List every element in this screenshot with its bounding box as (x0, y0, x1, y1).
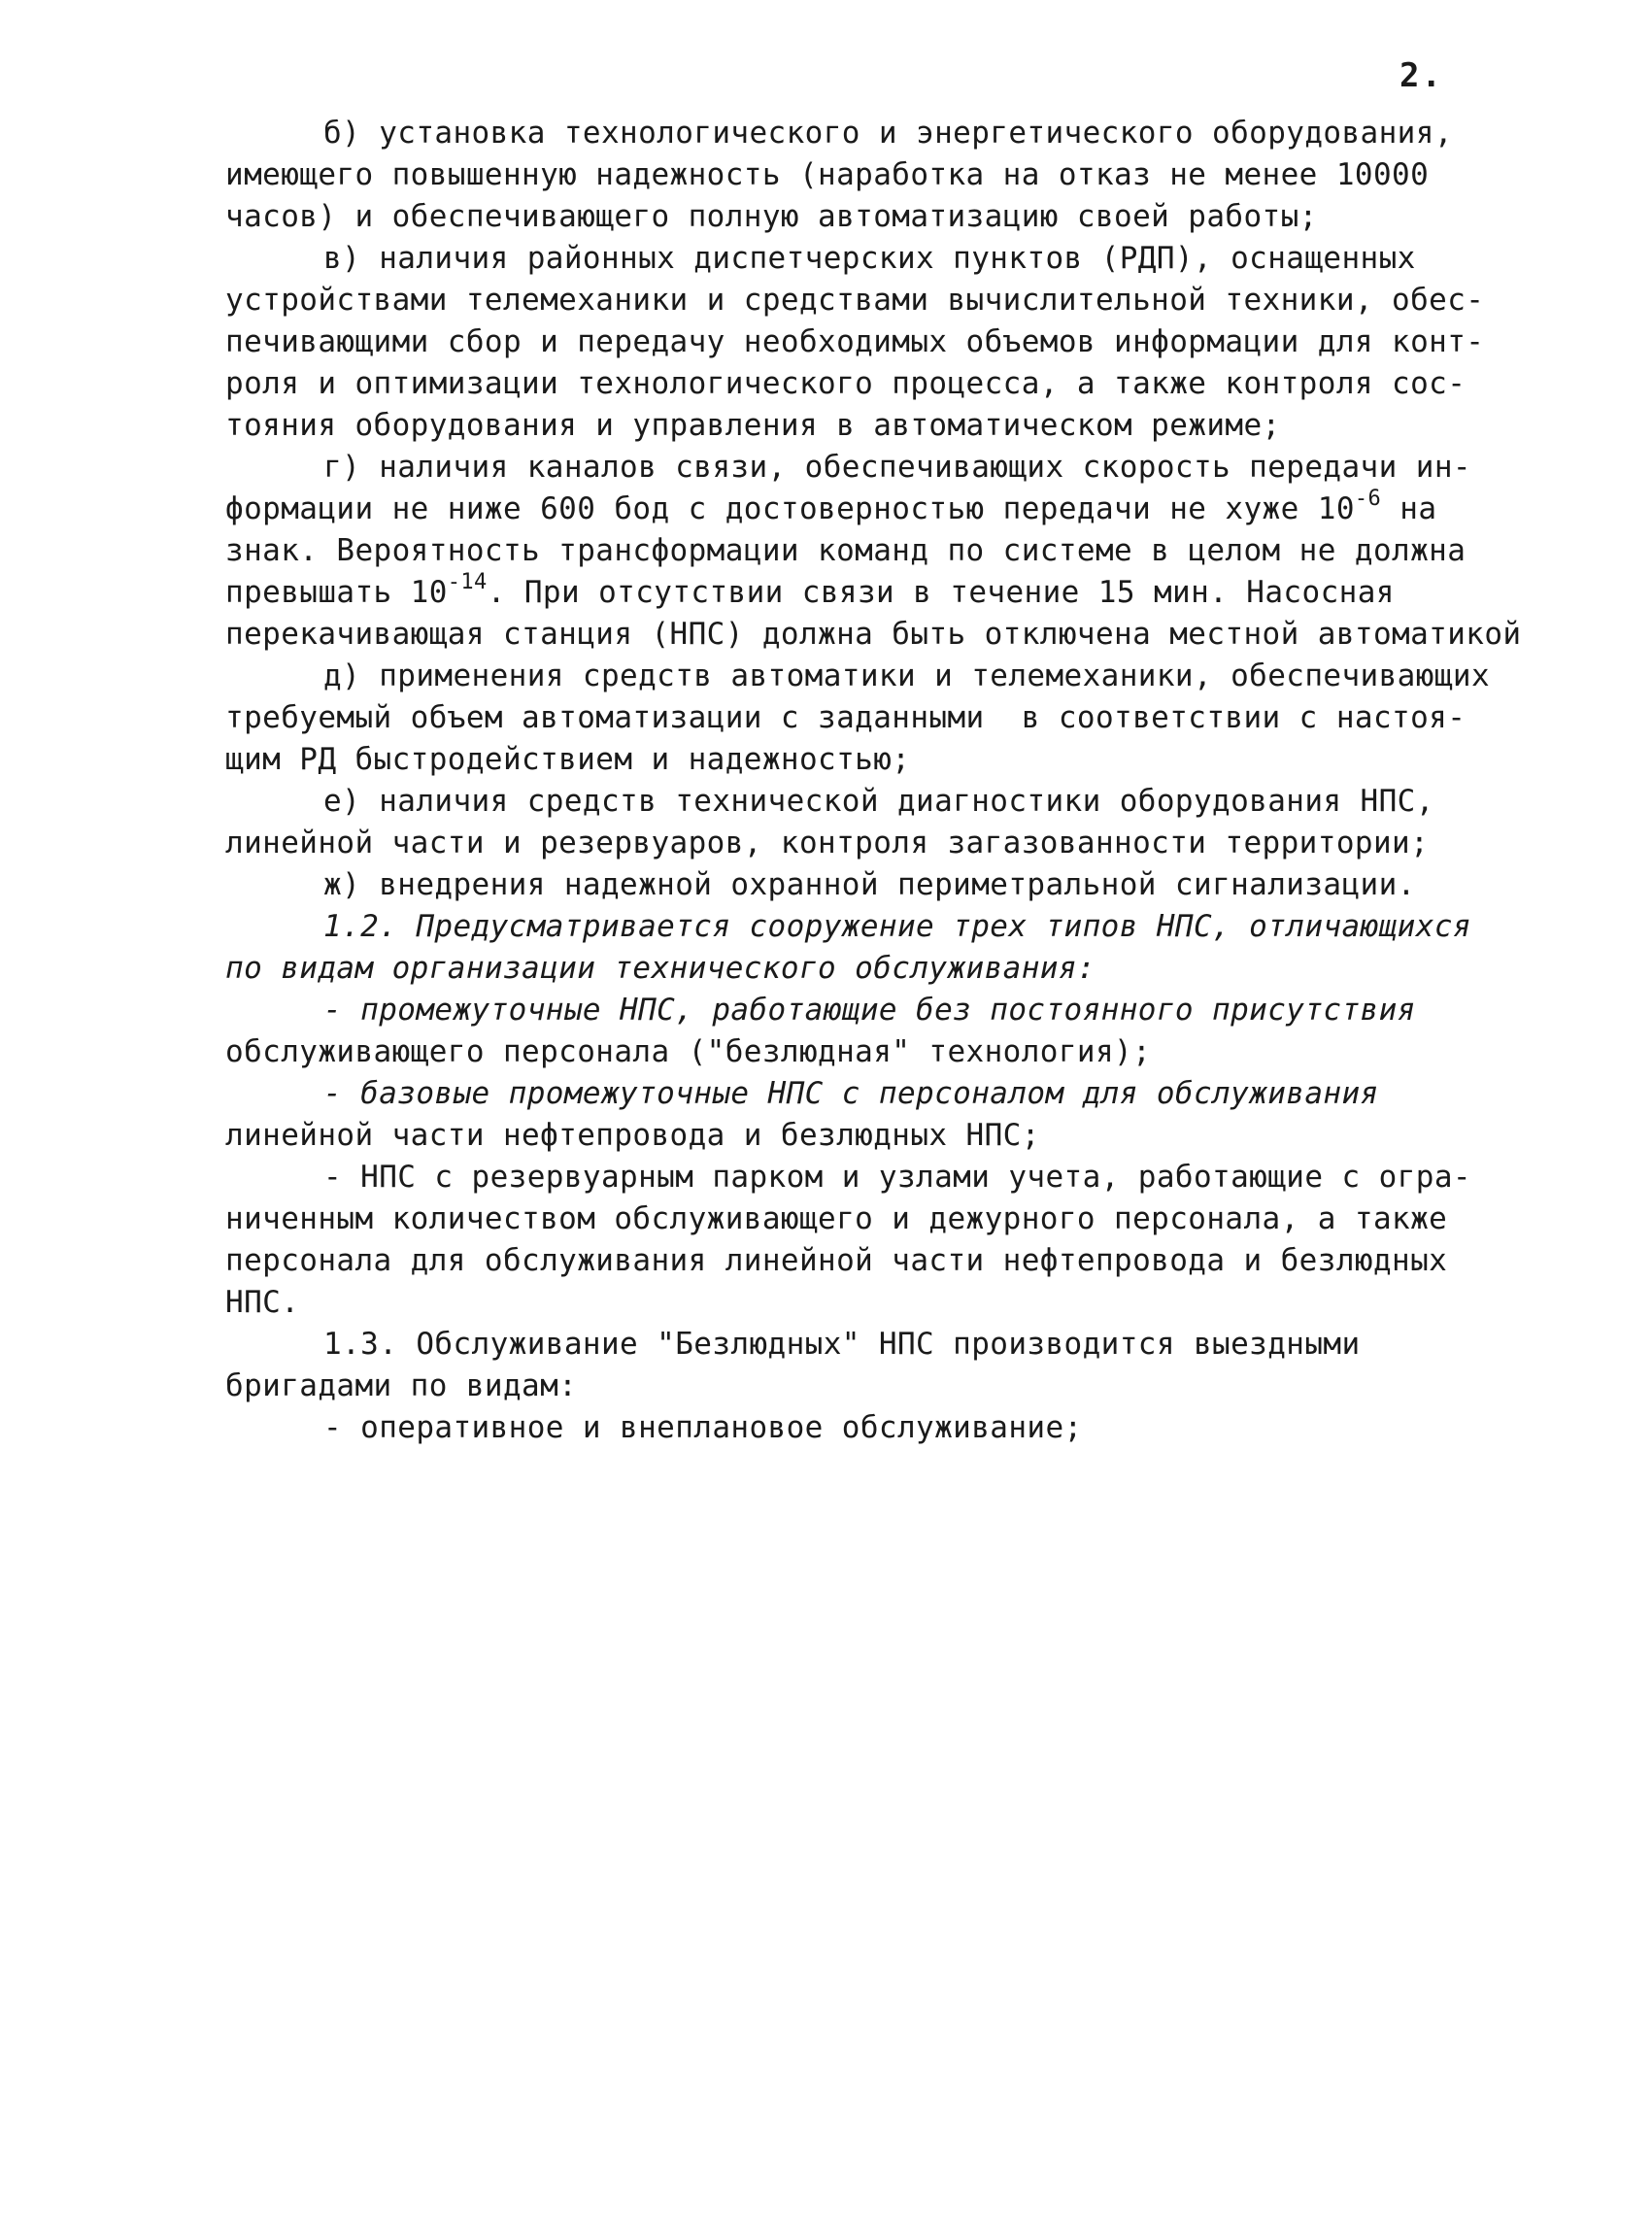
page-number: 2. (1399, 56, 1443, 95)
text-line: - оперативное и внеплановое обслуживание; (323, 1410, 1083, 1445)
text-line: д) применения средств автоматики и телемеханики, обеспечивающих (323, 658, 1491, 693)
text-line: бригадами по видам: (225, 1368, 578, 1403)
text-line: печивающими сбор и передачу необходимых объемов информации для конт- (225, 324, 1485, 359)
text-line: линейной части и резервуаров, контроля загазованности территории; (225, 826, 1430, 860)
text-line: в) наличия районных диспетчерских пунктов (РДП), оснащенных (323, 241, 1416, 276)
text-line: - промежуточные НПС, работающие без постоянного присутствия (323, 993, 1416, 1028)
text-line: требуемый объем автоматизации с заданными в соответствии с настоя- (225, 700, 1467, 735)
text-line: НПС. (225, 1285, 300, 1320)
text-line: обслуживающего персонала ("безлюдная" технология); (225, 1034, 1152, 1069)
text-line: г) наличия каналов связи, обеспечивающих скорость передачи ин- (323, 450, 1471, 485)
text-line: б) установка технологического и энергетического оборудования, (323, 116, 1453, 151)
text-line: персонала для обслуживания линейной части нефтепровода и безлюдных (225, 1243, 1448, 1278)
text-line-with-superscript (0, 570, 1652, 612)
text-line: знак. Вероятность трансформации команд по системе в целом не должна (225, 533, 1467, 568)
text-line: часов) и обеспечивающего полную автоматизацию своей работы; (225, 199, 1318, 234)
superscript: -14 (447, 570, 488, 594)
text-line: 1.2. Предусматривается сооружение трех типов НПС, отличающихся (323, 909, 1471, 944)
text-line: имеющего повышенную надежность (наработка на отказ не менее 10000 (225, 157, 1430, 192)
text-line: перекачивающая станция (НПС) должна быть отключена местной автоматикой (225, 617, 1522, 652)
text-segment: . При отсутствии связи в течение 15 мин. Насосная (487, 575, 1395, 610)
text-line-with-superscript (0, 489, 1652, 528)
text-segment: на (1381, 491, 1437, 526)
superscript: -6 (1354, 487, 1382, 511)
text-line: - базовые промежуточные НПС с персоналом для обслуживания (323, 1076, 1379, 1111)
text-line: 1.3. Обслуживание "Безлюдных" НПС производится выездными (323, 1327, 1361, 1362)
text-line: ниченным количеством обслуживающего и дежурного персонала, а также (225, 1201, 1448, 1236)
text-segment: превышать 10 (225, 575, 448, 610)
text-line: роля и оптимизации технологического процесса, а также контроля сос- (225, 366, 1467, 401)
text-line: по видам организации технического обслуживания: (225, 951, 1096, 986)
text-line: линейной части нефтепровода и безлюдных НПС; (225, 1118, 1040, 1153)
text-line: - НПС с резервуарным парком и узлами учета, работающие с огра- (323, 1160, 1471, 1195)
text-segment: формации не ниже 600 бод с достоверностью передачи не хуже 10 (225, 491, 1355, 526)
text-line: щим РД быстродействием и надежностью; (225, 742, 911, 777)
text-line: тояния оборудования и управления в автоматическом режиме; (225, 408, 1281, 443)
text-line: е) наличия средств технической диагностики оборудования НПС, (323, 784, 1434, 819)
text-line: устройствами телемеханики и средствами вычислительной техники, обес- (225, 283, 1485, 318)
text-line: ж) внедрения надежной охранной периметральной сигнализации. (323, 867, 1416, 902)
